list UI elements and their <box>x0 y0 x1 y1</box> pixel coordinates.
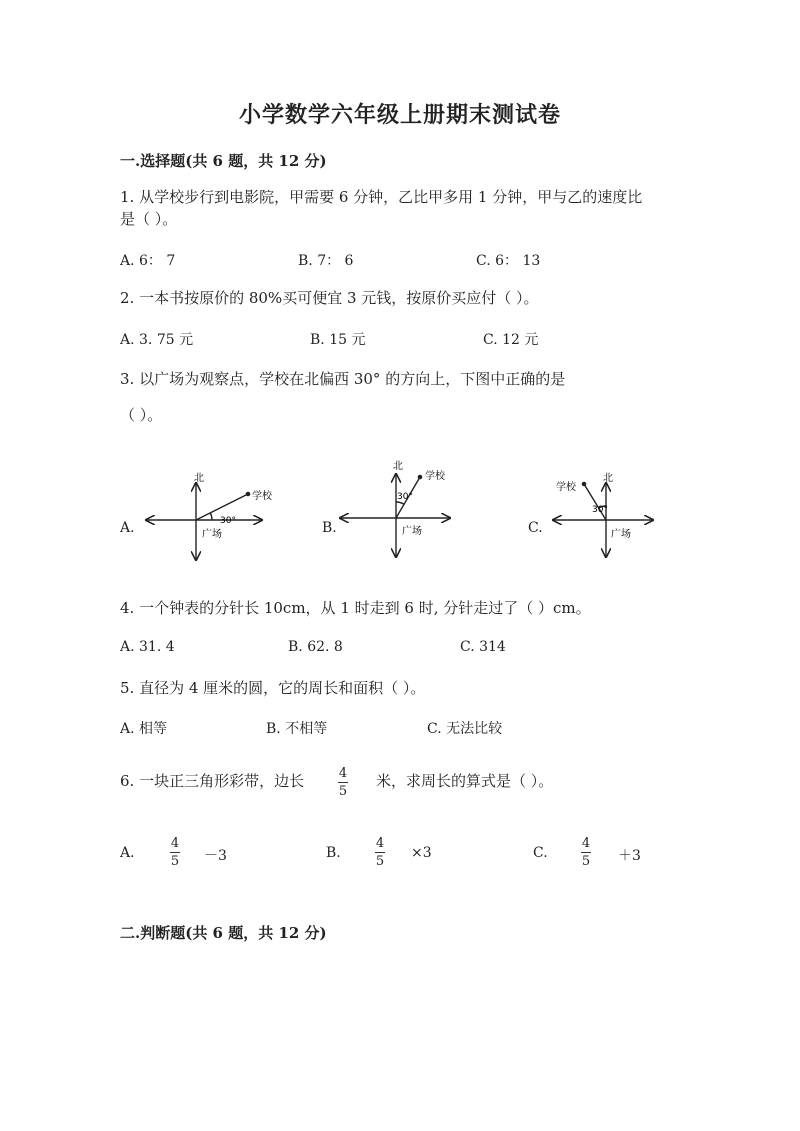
question-3-option-b-label: B. <box>322 520 337 536</box>
fraction-denominator: 5 <box>338 784 348 799</box>
question-5-text: 5. 直径为 4 厘米的圆，它的周长和面积（ ）。 <box>120 679 426 697</box>
fraction-numerator: 4 <box>581 836 591 851</box>
question-4-text: 4. 一个钟表的分针长 10cm，从 1 时走到 6 时, 分针走过了（ ）cm。 <box>120 599 591 617</box>
question-6-option-a-fraction <box>170 836 180 869</box>
page-title: 小学数学六年级上册期末测试卷 <box>238 102 561 128</box>
diagram-c-north-label: 北 <box>603 473 613 484</box>
question-6-fraction <box>338 766 348 799</box>
diagram-a-school-label: 学校 <box>252 491 272 502</box>
diagram-a-north-label: 北 <box>194 473 204 484</box>
diagram-c-school-label: 学校 <box>556 482 576 493</box>
question-1-option-b: B. 7： 6 <box>298 253 354 269</box>
question-4-option-a: A. 31. 4 <box>120 639 175 655</box>
question-6-option-a-operation: －3 <box>204 848 227 864</box>
question-1-option-c: C. 6： 13 <box>476 253 541 269</box>
diagram-b <box>340 474 450 557</box>
question-1-option-a: A. 6： 7 <box>120 253 176 269</box>
section-2-heading: 二.判断题(共 6 题，共 12 分) <box>120 924 327 942</box>
question-3-line-2: （ ）。 <box>120 406 163 424</box>
question-4-option-c: C. 314 <box>460 639 506 655</box>
fraction-denominator: 5 <box>170 854 180 869</box>
question-2-text: 2. 一本书按原价的 80%买可便宜 3 元钱，按原价买应付（ ）。 <box>120 289 539 307</box>
fraction-numerator: 4 <box>375 836 385 851</box>
question-3-option-a-label: A. <box>120 520 135 536</box>
question-2-option-c: C. 12 元 <box>483 332 539 348</box>
question-4-option-b: B. 62. 8 <box>288 639 343 655</box>
question-3-line-1: 3. 以广场为观察点，学校在北偏西 30° 的方向上，下图中正确的是 <box>120 370 566 388</box>
diagram-c <box>553 482 653 557</box>
diagram-b-north-label: 北 <box>393 461 403 472</box>
question-5-option-a: A. 相等 <box>120 721 168 737</box>
diagram-a-square-label: 广场 <box>202 529 222 540</box>
question-1-line-1: 1. 从学校步行到电影院，甲需要 6 分钟，乙比甲多用 1 分钟，甲与乙的速度比 <box>120 188 643 206</box>
section-1-heading: 一.选择题(共 6 题，共 12 分) <box>120 152 327 170</box>
fraction-bar <box>338 782 348 783</box>
question-6-option-c-label: C. <box>533 845 548 861</box>
question-3-option-c-label: C. <box>528 520 543 536</box>
question-6-option-b-label: B. <box>326 845 341 861</box>
fraction-denominator: 5 <box>375 854 385 869</box>
question-6-option-a-label: A. <box>120 845 135 861</box>
diagram-a <box>146 483 262 560</box>
diagram-c-angle-label: 30° <box>592 505 608 515</box>
diagram-b-square-label: 广场 <box>402 526 422 537</box>
question-6-option-c-fraction <box>581 836 591 869</box>
question-5-option-c: C. 无法比较 <box>427 721 503 737</box>
fraction-bar <box>375 852 385 853</box>
fraction-numerator: 4 <box>170 836 180 851</box>
fraction-denominator: 5 <box>581 854 591 869</box>
diagram-b-angle-label: 30° <box>397 492 413 502</box>
diagram-c-square-label: 广场 <box>611 529 631 540</box>
question-6-option-b-fraction <box>375 836 385 869</box>
question-6-option-c-operation: ＋3 <box>618 848 641 864</box>
fraction-numerator: 4 <box>338 766 348 781</box>
question-6-option-b-operation: ×3 <box>411 845 432 861</box>
question-5-option-b: B. 不相等 <box>266 721 328 737</box>
question-1-line-2: 是（ ）。 <box>120 210 178 228</box>
question-2-option-b: B. 15 元 <box>310 332 366 348</box>
diagram-a-angle-label: 30° <box>220 516 236 526</box>
fraction-bar <box>581 852 591 853</box>
diagram-b-school-label: 学校 <box>425 471 445 482</box>
fraction-bar <box>170 852 180 853</box>
question-6-text-before: 6. 一块正三角形彩带，边长 <box>120 772 305 790</box>
question-2-option-a: A. 3. 75 元 <box>120 332 194 348</box>
question-6-text-after: 米，求周长的算式是（ ）。 <box>376 772 554 790</box>
